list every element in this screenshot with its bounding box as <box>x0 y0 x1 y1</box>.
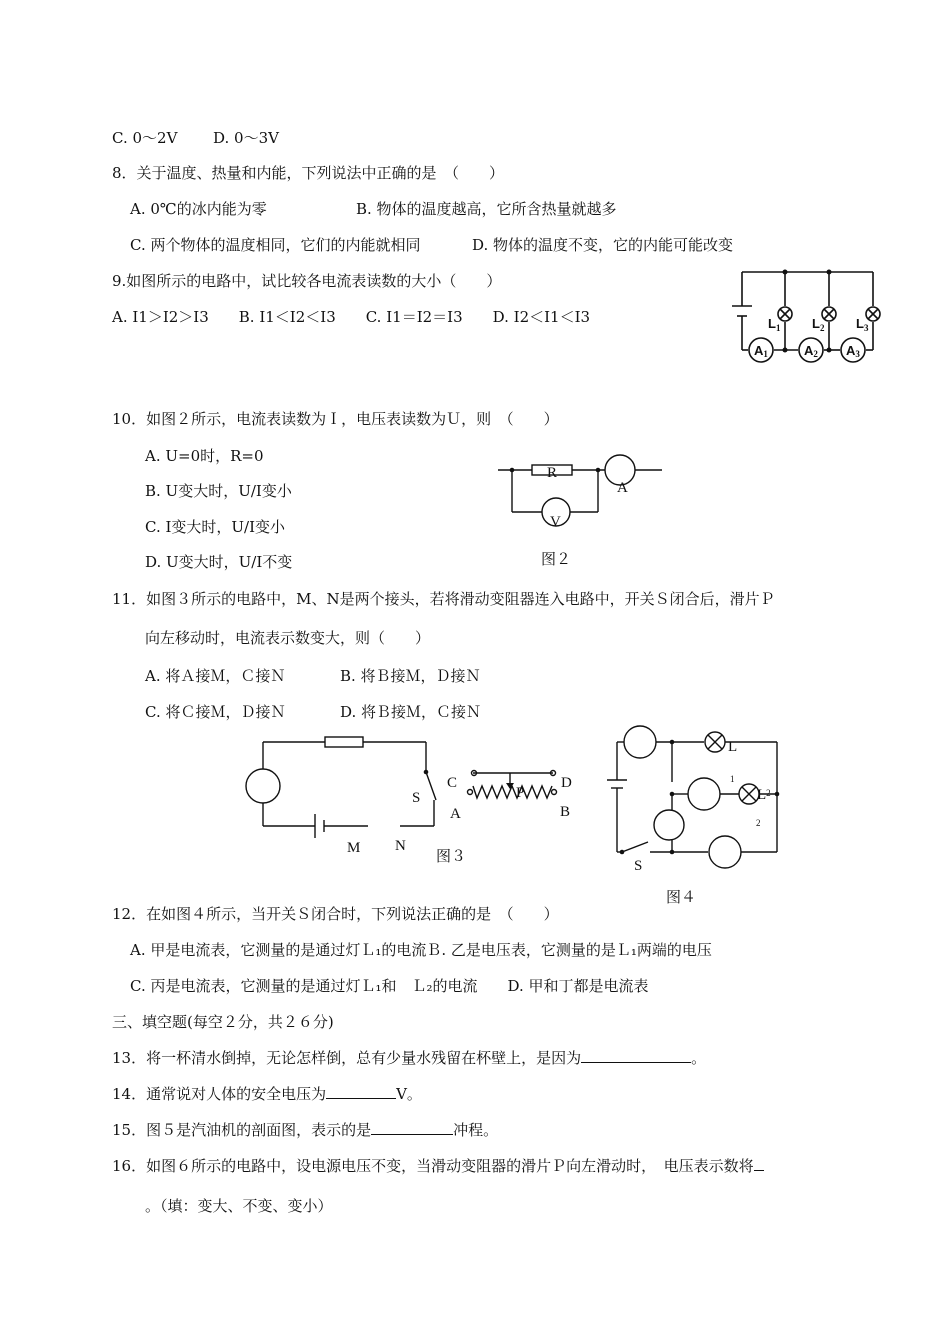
q9-label-l1: $L_1$ <box>768 316 781 333</box>
q8-option-d: D. 物体的温度不变，它的内能可能改变 <box>472 236 734 254</box>
q9-options: A. I1＞I2＞I3 B. I1＜I2＜I3 C. I1＝I2＝I3 D. I2＜I1＜I3 <box>112 308 591 326</box>
q9-label-a2: A2 <box>804 343 818 359</box>
q13-answer-blank[interactable] <box>581 1048 691 1063</box>
q15 <box>112 1120 498 1140</box>
q8-option-c: C. 两个物体的温度相同，它们的内能就相同 <box>130 236 421 254</box>
figure-3-circuit <box>240 730 585 860</box>
q14 <box>112 1084 422 1104</box>
q11-option-b: B. 将Ｂ接Ｍ，Ｄ接Ｎ <box>340 667 481 685</box>
q9-label-a3: A3 <box>846 343 860 359</box>
fig2-label-r: R <box>547 465 558 481</box>
q12-options-cd: C. 丙是电流表，它测量的是通过灯Ｌ₁和 Ｌ₂的电流 D. 甲和丁都是电流表 <box>130 977 649 995</box>
figure-2-circuit <box>492 455 667 535</box>
q14-answer-blank[interactable] <box>326 1084 396 1099</box>
q7-option-d: D. 0～3V <box>213 129 279 147</box>
fig3-label-a: A <box>450 806 461 822</box>
q9-label-a1: A1 <box>754 343 768 359</box>
q16-line1 <box>112 1156 764 1176</box>
q10-option-b: B. U变大时，U/I变小 <box>145 482 292 500</box>
fig3-label-c: C <box>447 775 458 791</box>
q11-option-c: C. 将Ｃ接Ｍ，Ｄ接Ｎ <box>145 703 286 721</box>
section-3-heading: 三、填空题(每空２分，共２６分) <box>112 1013 334 1031</box>
q15-end: 冲程。 <box>453 1121 499 1139</box>
q8-stem: 8．关于温度、热量和内能，下列说法中正确的是 （ ） <box>112 164 505 182</box>
fig3-label-d: D <box>561 775 572 791</box>
fig3-label-m: M <box>347 840 361 856</box>
fig4-label-l: L <box>728 739 738 755</box>
q8-option-a: A. 0℃的冰内能为零 <box>130 200 267 218</box>
q13-end: 。 <box>691 1049 707 1067</box>
q7-option-c: C. 0～2V <box>112 129 178 147</box>
q12-stem: 12．在如图４所示，当开关Ｓ闭合时，下列说法正确的是 （ ） <box>112 905 559 923</box>
q10-stem: 10．如图２所示，电流表读数为Ｉ，电压表读数为Ｕ，则 （ ） <box>112 410 559 428</box>
figure-4-caption: 图４ <box>666 888 697 906</box>
q11-option-d: D. 将Ｂ接Ｍ，Ｃ接Ｎ <box>340 703 482 721</box>
q10-option-a: A. U=0时，R=0 <box>145 447 264 465</box>
q11-option-a: A. 将Ａ接Ｍ，Ｃ接Ｎ <box>145 667 286 685</box>
fig3-label-b: B <box>560 804 571 820</box>
q9-label-l3: $L_3$ <box>856 316 869 333</box>
q8-option-b: B. 物体的温度越高，它所含热量就越多 <box>356 200 617 218</box>
fig4-label-s: S <box>634 858 643 874</box>
q10-option-c: C. I变大时，U/I变小 <box>145 518 286 536</box>
q11-stem-line2: 向左移动时，电流表示数变大，则（ ） <box>145 629 431 647</box>
fig4-label-l2: $L^2$ <box>757 787 771 803</box>
q14-end: V。 <box>396 1085 422 1103</box>
q9-stem: 9.如图所示的电路中，试比较各电流表读数的大小（ ） <box>112 272 502 290</box>
q10-option-d: D. U变大时，U/I不变 <box>145 553 293 571</box>
fig4-label-2: 2 <box>756 818 761 828</box>
q16-line2: 。（填：变大、不变、变小） <box>145 1197 333 1215</box>
q13-text: 13．将一杯清水倒掉，无论怎样倒，总有少量水残留在杯壁上，是因为 <box>112 1049 582 1067</box>
q15-text: 15．图５是汽油机的剖面图，表示的是 <box>112 1121 372 1139</box>
fig2-label-v: V <box>550 514 561 530</box>
q9-circuit-diagram <box>728 262 888 367</box>
fig3-label-n: N <box>395 838 406 854</box>
figure-4-circuit <box>600 722 790 882</box>
fig2-label-a: A <box>617 480 628 496</box>
fig3-label-p: P <box>516 785 525 801</box>
q11-stem-line1: 11．如图３所示的电路中，M、N是两个接头，若将滑动变阻器连入电路中，开关Ｓ闭合后，滑片Ｐ <box>112 590 775 608</box>
figure-2-caption: 图２ <box>541 550 572 568</box>
q9-label-l2: $L_2$ <box>812 316 825 333</box>
q16-text: 16．如图６所示的电路中，设电源电压不变，当滑动变阻器的滑片Ｐ向左滑动时， 电压表示数将 <box>112 1157 754 1175</box>
q13 <box>112 1048 706 1068</box>
q12-options-ab: A. 甲是电流表，它测量的是通过灯Ｌ₁的电流Ｂ. 乙是电压表，它测量的是Ｌ₁两端的电压 <box>130 941 712 959</box>
q16-answer-blank[interactable] <box>754 1156 764 1171</box>
q15-answer-blank[interactable] <box>371 1120 453 1135</box>
fig3-label-s: S <box>412 790 421 806</box>
figure-3-caption: 图３ <box>436 847 467 865</box>
fig4-label-1: 1 <box>730 774 735 784</box>
q14-text: 14．通常说对人体的安全电压为 <box>112 1085 327 1103</box>
